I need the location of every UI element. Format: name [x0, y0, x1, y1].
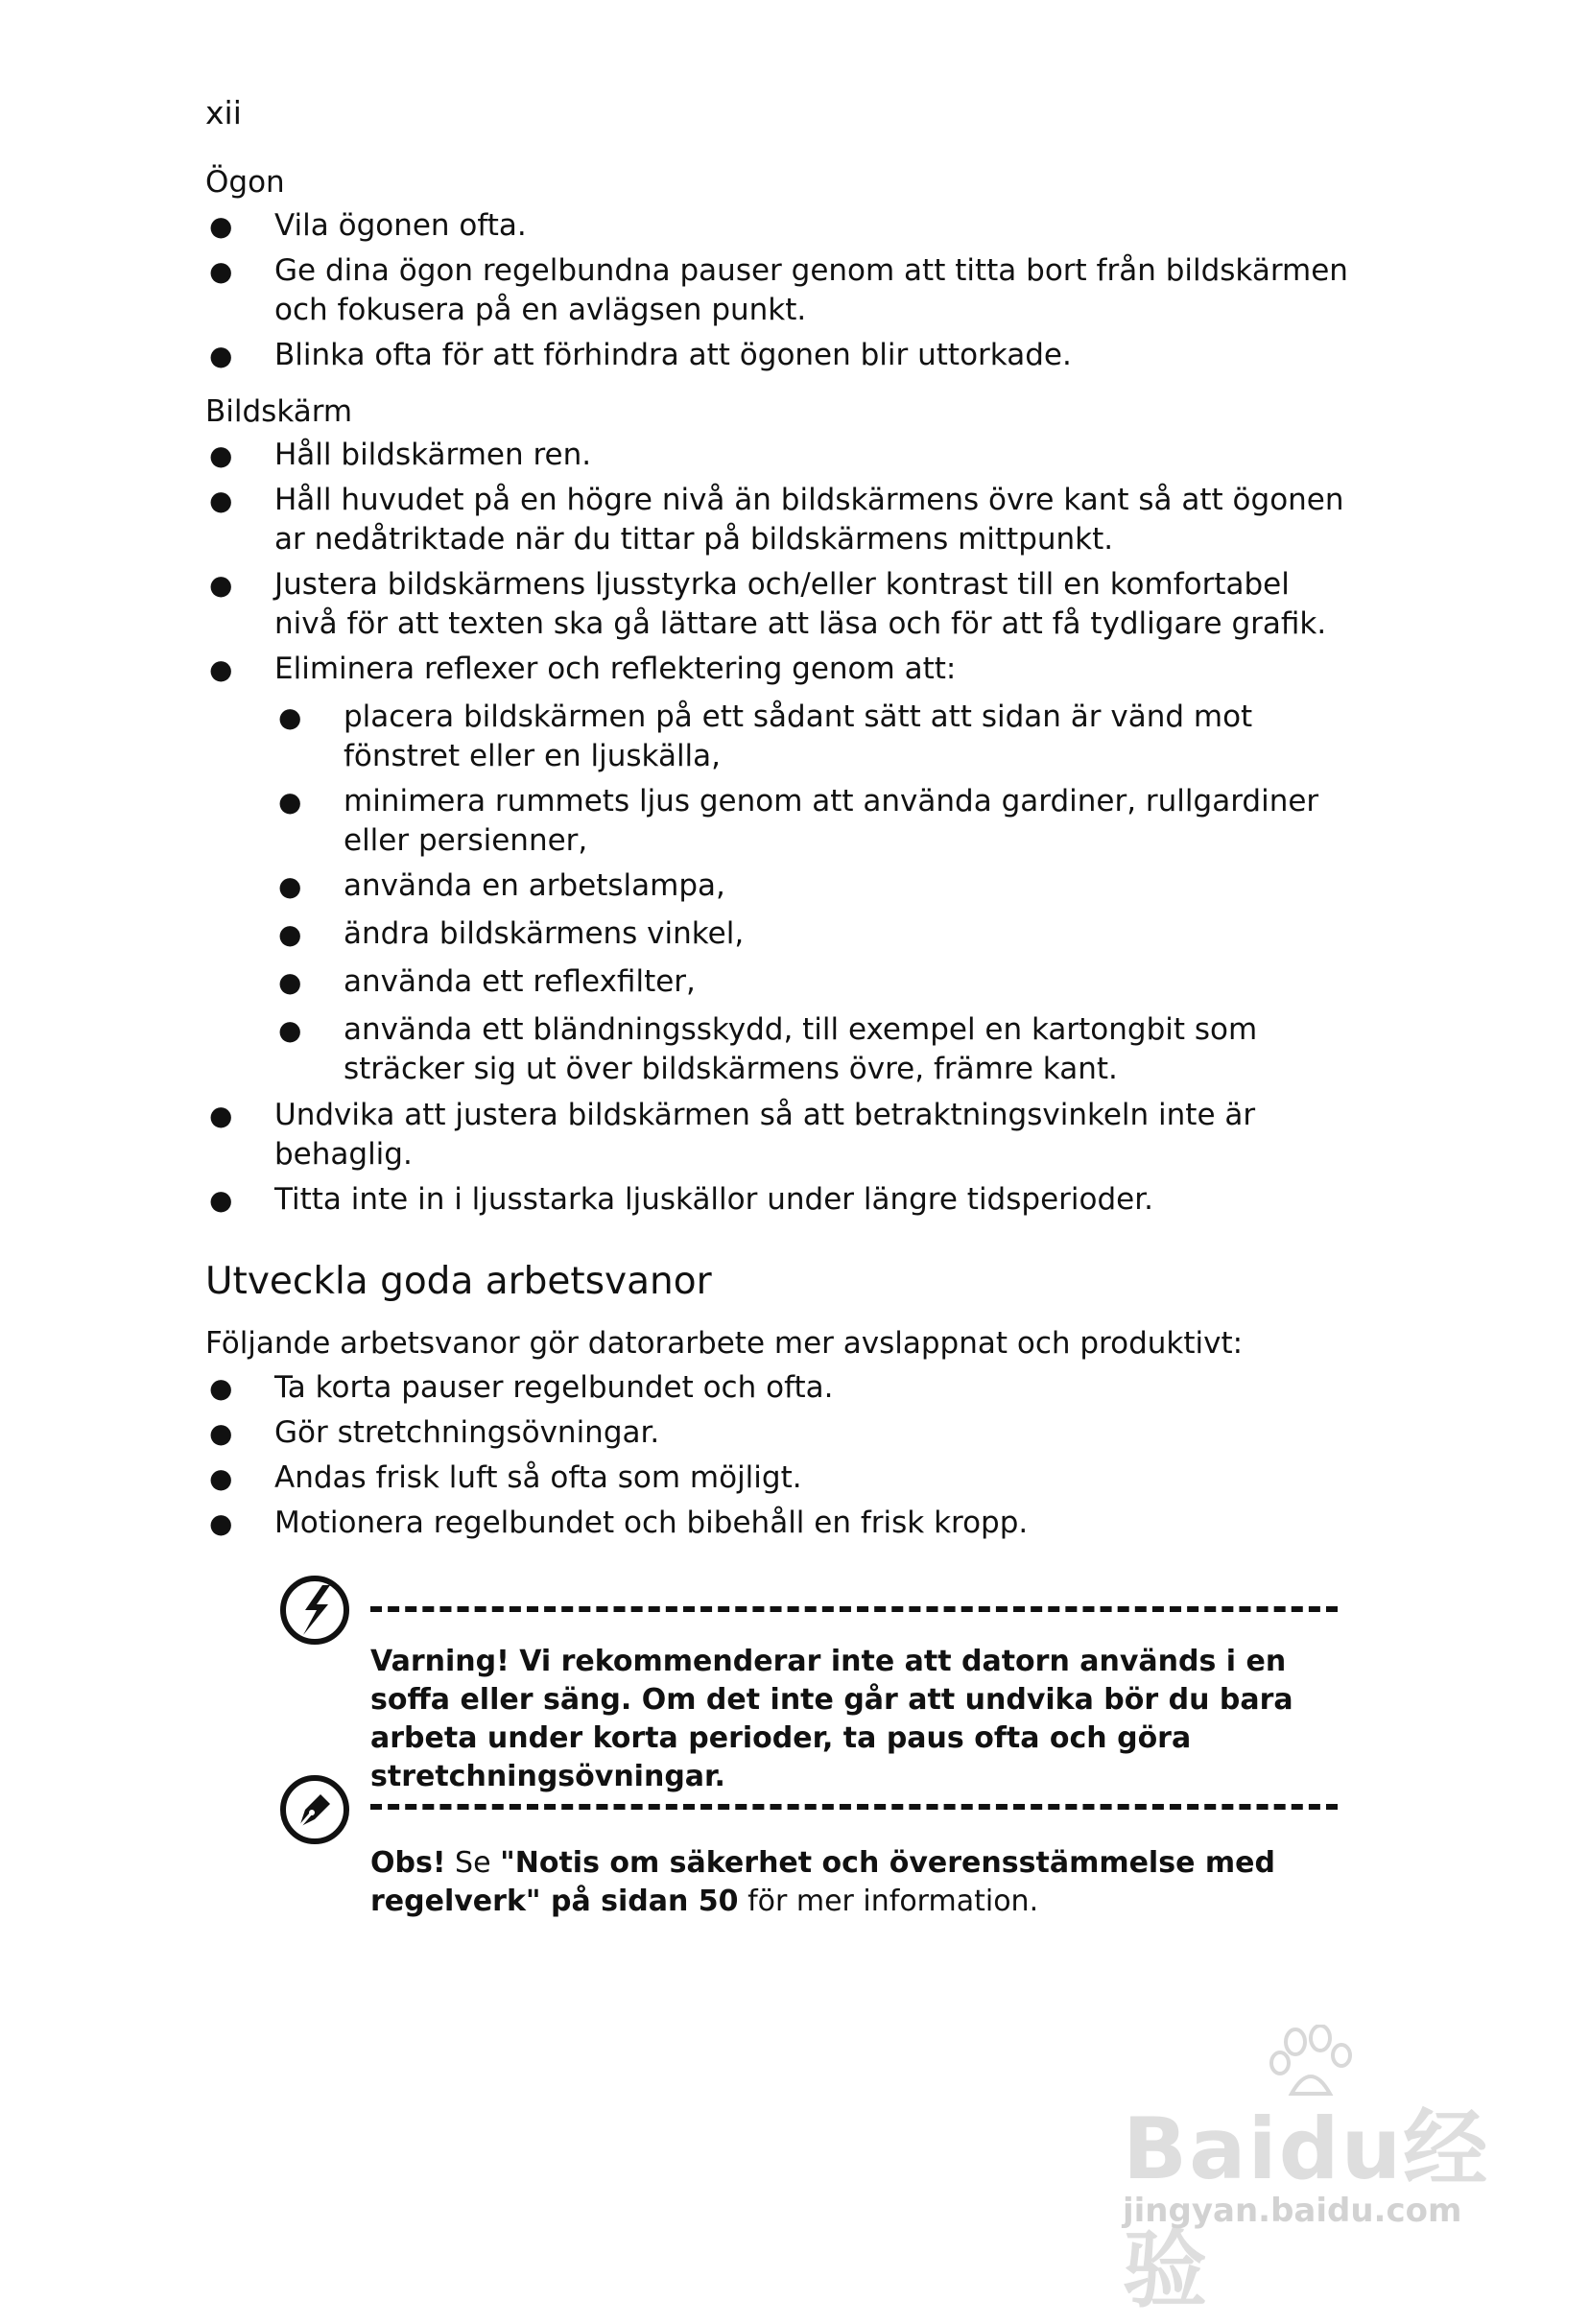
warning-lightning-icon — [276, 1572, 353, 1648]
list-item: ● Gör stretchningsövningar. — [205, 1413, 1357, 1453]
list-item: ● Blinka ofta för att förhindra att ögonen blir uttorkade. — [205, 336, 1357, 375]
sub-list-item: ● minimera rummets ljus genom att använda gardiner, rullgardiner eller persienner, — [278, 784, 1319, 858]
bullet-icon: ● — [209, 439, 233, 471]
bullet-icon: ● — [209, 1100, 233, 1131]
note-lead: Obs! — [370, 1846, 446, 1880]
display-list — [205, 436, 1357, 689]
list-item: ● Motionera regelbundet och bibehåll en frisk kropp. — [205, 1504, 1357, 1543]
sub-list-item: ● placera bildskärmen på ett sådant sätt att sidan är vänd mot fönstret eller en ljuskälla, — [278, 700, 1253, 773]
display-list-continued — [205, 1096, 1357, 1220]
list-item: ● Titta inte in i ljusstarka ljuskällor under längre tidsperioder. — [205, 1180, 1357, 1220]
note-reference-link[interactable]: "Notis om säkerhet och överensstämmelse med regelverk" på sidan 50 — [370, 1846, 1275, 1918]
list-item: ● Undvika att justera bildskärmen så att betraktningsvinkeln inte är behaglig. — [209, 1098, 1256, 1172]
list-item: ● Håll huvudet på en högre nivå än bildskärmens övre kant så att ögonen ar nedåtriktade när du tittar på bildskärmens mittpunkt. — [209, 483, 1344, 557]
list-item: ● Justera bildskärmens ljusstyrka och/eller kontrast till en komfortabel nivå för att texten ska gå lättare att läsa och för att få tydligare grafik. — [209, 567, 1327, 641]
bullet-icon: ● — [278, 966, 302, 998]
warning-divider — [370, 1606, 1338, 1612]
bullet-icon: ● — [278, 918, 302, 950]
bullet-icon: ● — [278, 786, 302, 818]
bullet-icon: ● — [209, 1417, 233, 1449]
bullet-icon: ● — [209, 1507, 233, 1539]
list-item: ● Ta korta pauser regelbundet och ofta. — [205, 1368, 1357, 1408]
sub-list-item: ● använda en arbetslampa, — [274, 866, 1349, 906]
bullet-icon: ● — [278, 1014, 302, 1046]
note-pen-icon — [276, 1771, 353, 1848]
bullet-icon: ● — [209, 1462, 233, 1494]
bullet-icon: ● — [209, 653, 233, 685]
note-tail: för mer information. — [738, 1885, 1039, 1918]
sub-list-item: ● använda ett bländningsskydd, till exempel en kartongbit som sträcker sig ut över bildskärmens övre, främre kant. — [278, 1012, 1258, 1086]
bullet-icon: ● — [209, 210, 233, 242]
list-item: ● Ge dina ögon regelbundna pauser genom att titta bort från bildskärmen och fokusera på en avlägsen punkt. — [209, 253, 1348, 327]
bullet-icon: ● — [209, 569, 233, 601]
bullet-icon: ● — [278, 870, 302, 902]
section-heading: Utveckla goda arbetsvanor — [205, 1260, 712, 1303]
bullet-icon: ● — [209, 1184, 233, 1216]
bullet-icon: ● — [278, 701, 302, 733]
list-item: ● Andas frisk luft så ofta som möjligt. — [205, 1458, 1357, 1498]
list-item: ● Håll bildskärmen ren. — [205, 436, 1357, 475]
baidu-watermark — [1113, 2025, 1497, 2319]
note-se: Se — [445, 1846, 501, 1880]
section-label-eyes: Ögon — [205, 165, 285, 200]
section-label-display: Bildskärm — [205, 394, 353, 429]
note-divider — [370, 1804, 1338, 1810]
list-item: ● Vila ögonen ofta. — [205, 206, 1357, 246]
section-intro: Följande arbetsvanor gör datorarbete mer avslappnat och produktivt: — [205, 1326, 1244, 1361]
display-sub-list — [274, 698, 1349, 1089]
habits-list — [205, 1368, 1357, 1543]
list-item: ● Eliminera reflexer och reflektering genom att: — [205, 650, 1357, 689]
eyes-list — [205, 206, 1357, 375]
sub-list-item: ● använda ett reflexfilter, — [274, 962, 1349, 1002]
bullet-icon: ● — [209, 485, 233, 516]
sub-list-item: ● ändra bildskärmens vinkel, — [274, 914, 1349, 954]
note-text — [370, 1844, 1340, 1921]
bullet-icon: ● — [209, 255, 233, 287]
watermark-brand: Baidu经验 — [1123, 2099, 1490, 2319]
watermark-url: jingyan.baidu.com — [1123, 2192, 1462, 2230]
bullet-icon: ● — [209, 1372, 233, 1404]
bullet-icon: ● — [209, 340, 233, 371]
warning-text: Varning! Vi rekommenderar inte att datorn används i en soffa eller säng. Om det inte går att undvika bör du bara arbeta under korta perioder, ta paus ofta och göra stretchningsövningar. — [370, 1645, 1293, 1793]
page-number: xii — [205, 94, 242, 131]
